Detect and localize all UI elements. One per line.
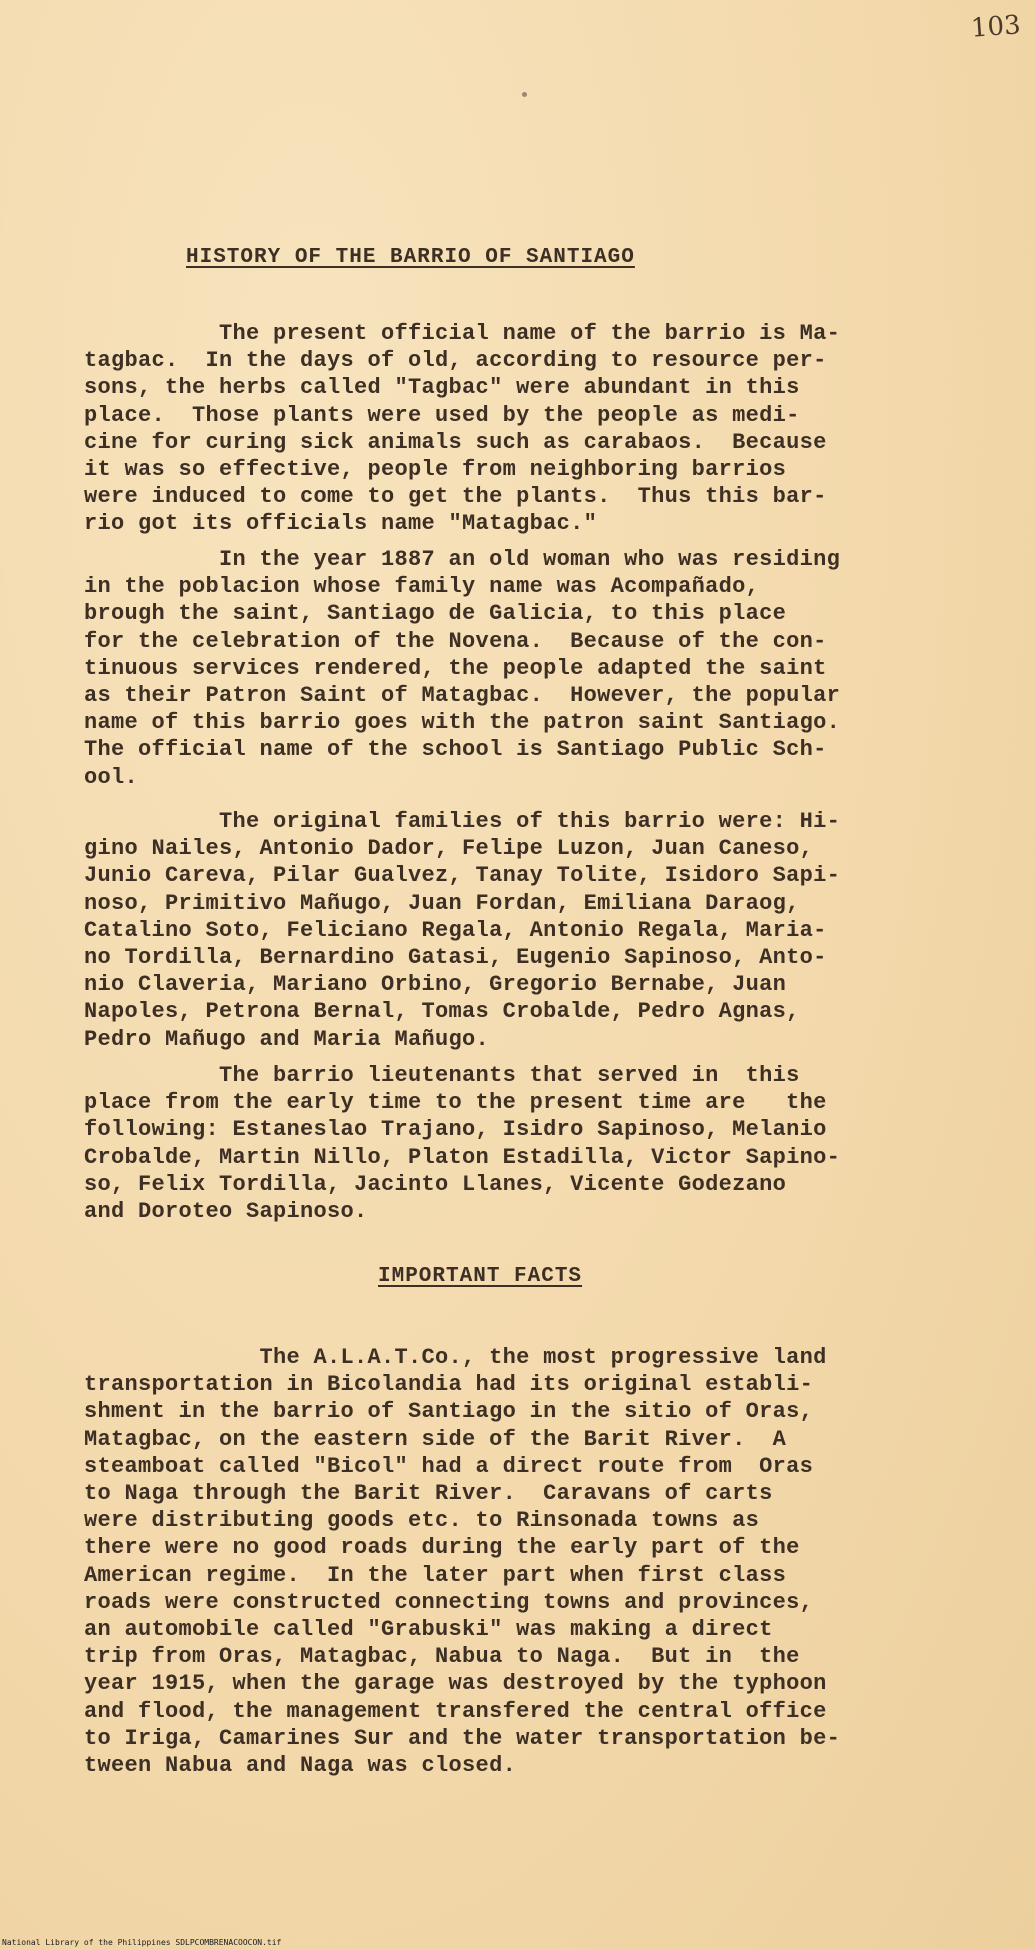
paragraph-alat-co: The A.L.A.T.Co., the most progressive land transportation in Bicolandia had its original establi- shment in the barrio of Santiago in the sitio of Oras, Matagbac, on the eastern side of the Barit River. A steamboat called "Bicol" had a direct route from Oras to Naga through the Barit River. Caravans of carts were distributing goods etc. to Rinsonada towns as there were no good roads during the early part of the American regime. In the later part when first class roads were constructed connecting towns and provinces, an automobile called "Grabuski" was making a direct trip from Oras, Matagbac, Nabua to Naga. But in the year 1915, when the garage was destroyed by the typhoon and flood, the management transfered the central office to Iriga, Camarines Sur and the water transportation be- tween Nabua and Naga was closed. — [84, 1345, 841, 1779]
section-heading-important-facts: IMPORTANT FACTS — [378, 1265, 583, 1288]
paragraph-barrio-lieutenants: The barrio lieutenants that served in this place from the early time to the present time are the following: Estaneslao Trajano, Isidro Sapinoso, Melanio Crobalde, Martin Nillo, Platon Estadilla, Victor Sapino- so, Felix Tordilla, Jacinto Llanes, Vicente Godezano and Doroteo Sapinoso. — [84, 1063, 841, 1225]
document-title: HISTORY OF THE BARRIO OF SANTIAGO — [186, 246, 635, 269]
archive-footer: National Library of the Philippines SDLPCOMBRENACOOCON.tif — [2, 1938, 282, 1947]
paragraph-original-families: The original families of this barrio were: Hi- gino Nailes, Antonio Dador, Felipe Luzon, Juan Caneso, Junio Careva, Pilar Gualvez, Tanay Tolite, Isidoro Sapi- noso, Primitivo Mañugo, Juan Fordan, Emiliana Daraog, Catalino Soto, Feliciano Regala, Antonio Regala, Maria- no Tordilla, Bernardino Gatasi, Eugenio Sapinoso, Anto- nio Claveria, Mariano Orbino, Gregorio Bernabe, Juan Napoles, Petrona Bernal, Tomas Crobalde, Pedro Agnas, Pedro Mañugo and Maria Mañugo. — [84, 809, 841, 1052]
page-number: 103 — [970, 10, 1022, 44]
paragraph-name-origin: The present official name of the barrio is Ma- tagbac. In the days of old, according to resource per- sons, the herbs called "Tagbac" were abundant in this place. Those plants were used by the people as medi- cine for curing sick animals such as carabaos. Because it was so effective, people from neighboring barrios were induced to come to get the plants. Thus this bar- rio got its officials name "Matagbac." — [84, 321, 841, 537]
paper-speck — [522, 92, 527, 97]
paragraph-patron-saint: In the year 1887 an old woman who was residing in the poblacion whose family name was Acompañado, brough the saint, Santiago de Galicia, to this place for the celebration of the Novena. Because of the con- tinuous services rendered, the people adapted the saint as their Patron Saint of Matagbac. However, the popular name of this barrio goes with the patron saint Santiago. The official name of the school is Santiago Public Sch- ool. — [84, 547, 841, 790]
